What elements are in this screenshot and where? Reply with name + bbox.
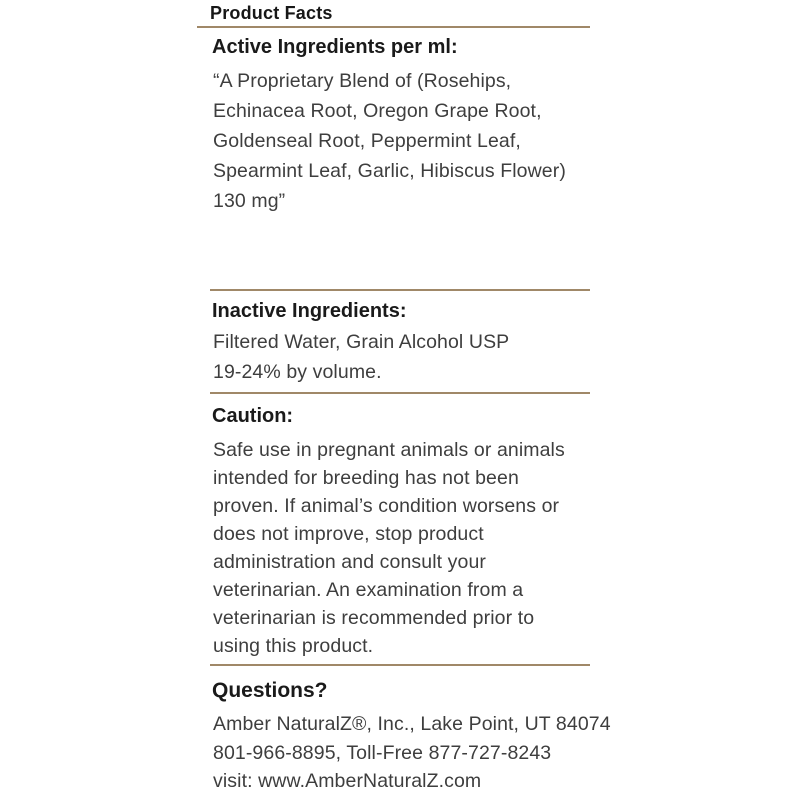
inactive-ingredients-text bbox=[213, 327, 509, 387]
active-ingredients-line: Spearmint Leaf, Garlic, Hibiscus Flower) bbox=[213, 160, 566, 182]
active-ingredients-line: “A Proprietary Blend of (Rosehips, bbox=[213, 70, 512, 92]
company-address-line: Amber NaturalZ®, Inc., Lake Point, UT 84074 bbox=[213, 713, 611, 735]
caution-line: does not improve, stop product bbox=[213, 523, 484, 545]
active-ingredients-text bbox=[213, 66, 566, 216]
contact-info bbox=[213, 710, 611, 796]
website-line: visit: www.AmberNaturalZ.com bbox=[213, 770, 482, 792]
inactive-ingredients-line: 19-24% by volume. bbox=[213, 361, 382, 383]
product-label bbox=[210, 0, 611, 800]
caution-line: Safe use in pregnant animals or animals bbox=[213, 439, 565, 461]
caution-text bbox=[213, 436, 565, 660]
active-ingredients-line: Goldenseal Root, Peppermint Leaf, bbox=[213, 130, 521, 152]
active-ingredients-line: 130 mg” bbox=[213, 190, 286, 212]
caution-line: administration and consult your bbox=[213, 551, 486, 573]
section-divider bbox=[197, 26, 590, 28]
caution-line: using this product. bbox=[213, 635, 374, 657]
section-divider bbox=[210, 289, 590, 291]
caution-line: veterinarian. An examination from a bbox=[213, 579, 524, 601]
phone-numbers-line: 801-966-8895, Toll-Free 877-727-8243 bbox=[213, 741, 552, 764]
caution-line: proven. If animal’s condition worsens or bbox=[213, 495, 560, 517]
caution-line: intended for breeding has not been bbox=[213, 467, 519, 489]
inactive-ingredients-line: Filtered Water, Grain Alcohol USP bbox=[213, 331, 510, 353]
caution-heading: Caution: bbox=[212, 405, 294, 427]
product-facts-title: Product Facts bbox=[210, 3, 333, 23]
section-divider bbox=[210, 392, 590, 394]
questions-heading: Questions? bbox=[212, 679, 328, 702]
caution-line: veterinarian is recommended prior to bbox=[213, 607, 535, 629]
active-ingredients-line: Echinacea Root, Oregon Grape Root, bbox=[213, 100, 542, 122]
section-divider bbox=[210, 664, 590, 666]
inactive-ingredients-heading: Inactive Ingredients: bbox=[212, 300, 407, 322]
active-ingredients-heading: Active Ingredients per ml: bbox=[212, 36, 458, 58]
